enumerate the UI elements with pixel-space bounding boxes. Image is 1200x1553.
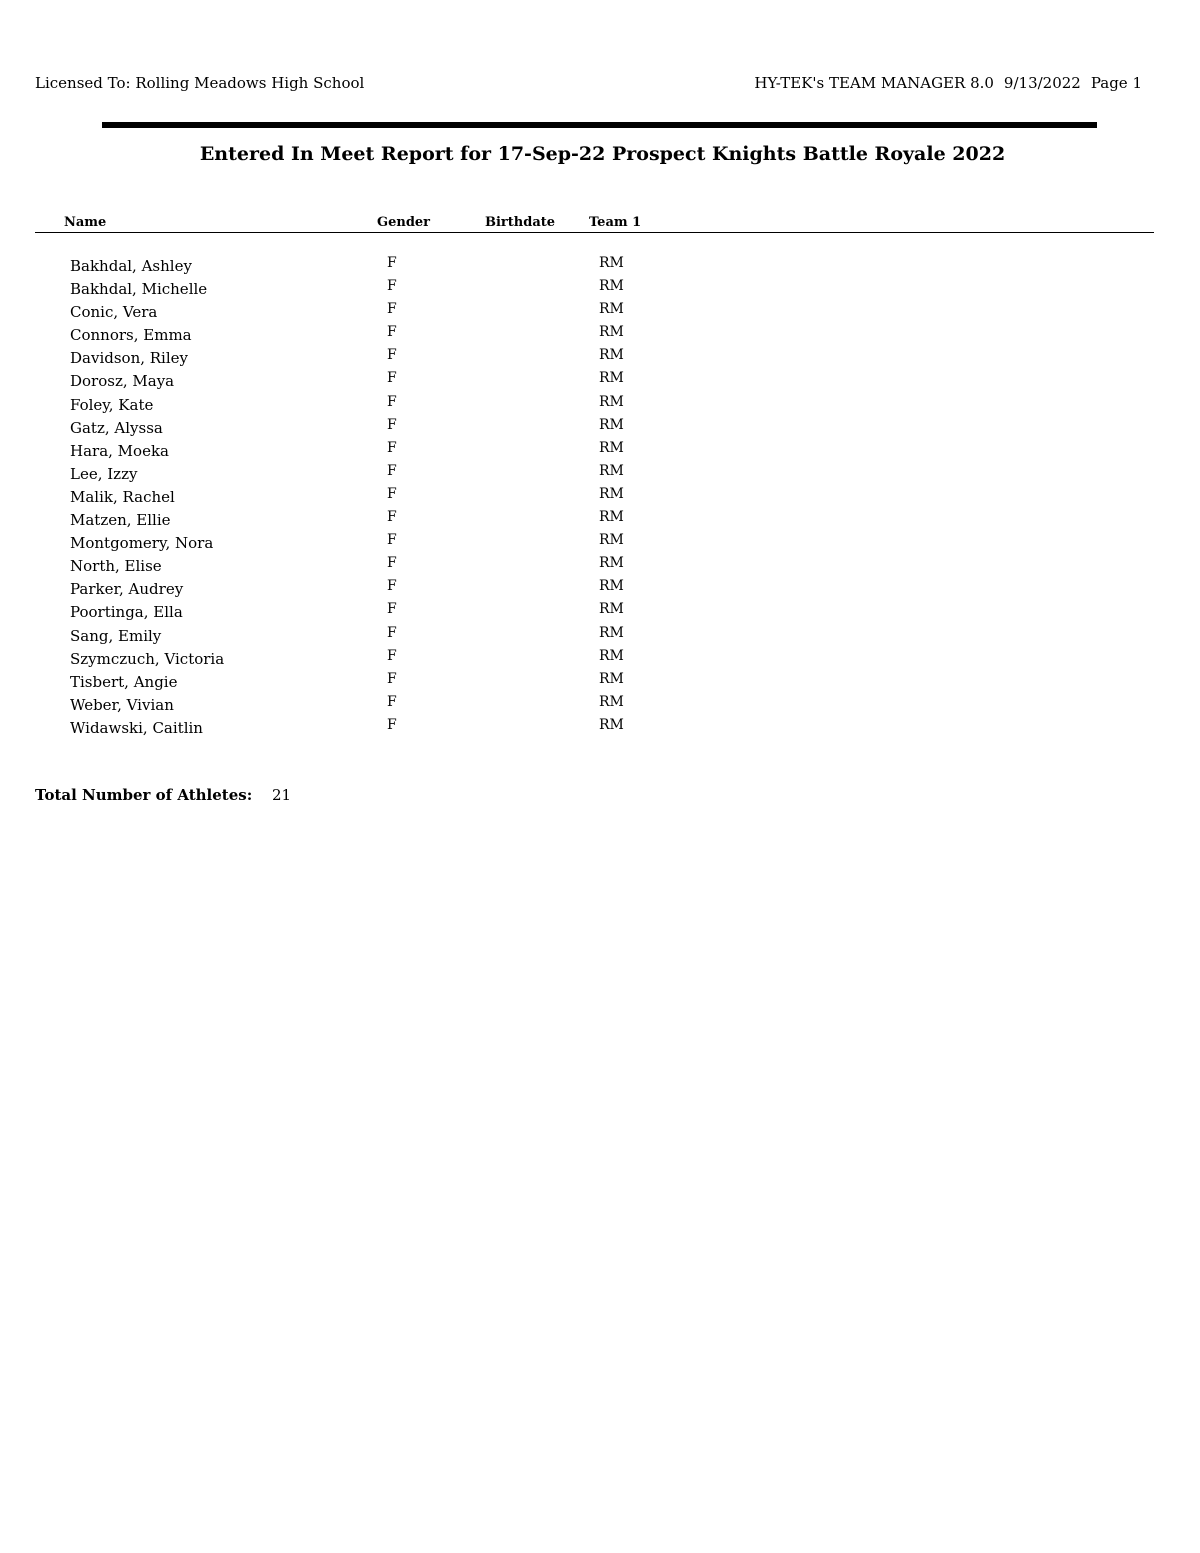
athlete-row	[0, 440, 1200, 463]
athlete-name: Conic, Vera	[70, 303, 158, 322]
athlete-name: Montgomery, Nora	[70, 534, 214, 553]
column-header-gender: Gender	[377, 215, 431, 230]
column-header-name: Name	[64, 215, 107, 230]
athlete-team: RM	[599, 393, 624, 410]
athlete-row	[0, 625, 1200, 648]
athlete-row	[0, 578, 1200, 601]
athlete-gender: F	[387, 509, 397, 526]
athlete-name: North, Elise	[70, 557, 162, 576]
athlete-row	[0, 509, 1200, 532]
athlete-team: RM	[599, 532, 624, 549]
athlete-gender: F	[387, 278, 397, 295]
athlete-gender: F	[387, 439, 397, 456]
athlete-name: Sang, Emily	[70, 626, 162, 645]
athlete-name: Parker, Audrey	[70, 580, 184, 599]
athlete-team: RM	[599, 370, 624, 387]
athlete-gender: F	[387, 370, 397, 387]
athlete-team: RM	[599, 255, 624, 271]
athlete-team: RM	[599, 301, 624, 318]
athlete-gender: F	[387, 393, 397, 410]
athlete-list	[0, 255, 1200, 740]
athlete-row	[0, 486, 1200, 509]
athlete-gender: F	[387, 578, 397, 595]
column-header-team: Team 1	[589, 215, 642, 230]
athlete-gender: F	[387, 301, 397, 318]
athlete-row	[0, 417, 1200, 440]
athlete-row	[0, 301, 1200, 324]
athlete-gender: F	[387, 347, 397, 364]
athlete-row	[0, 394, 1200, 417]
athlete-gender: F	[387, 255, 397, 271]
athlete-name: Gatz, Alyssa	[70, 418, 163, 437]
athlete-row	[0, 463, 1200, 486]
page-number: Page 1	[1090, 74, 1142, 92]
athlete-name: Foley, Kate	[70, 395, 154, 414]
athlete-team: RM	[599, 509, 624, 526]
athlete-row	[0, 347, 1200, 370]
athlete-name: Connors, Emma	[70, 326, 192, 345]
athlete-team: RM	[599, 278, 624, 295]
athlete-row	[0, 324, 1200, 347]
athlete-gender: F	[387, 416, 397, 433]
athlete-row	[0, 671, 1200, 694]
athlete-gender: F	[387, 624, 397, 641]
athlete-name: Bakhdal, Michelle	[70, 280, 208, 299]
athlete-team: RM	[599, 462, 624, 479]
athlete-team: RM	[599, 439, 624, 456]
athlete-name: Dorosz, Maya	[70, 372, 175, 391]
total-athletes-label: Total Number of Athletes:	[35, 786, 253, 804]
athlete-row	[0, 717, 1200, 740]
athlete-name: Malik, Rachel	[70, 487, 175, 506]
athlete-name: Weber, Vivian	[70, 695, 174, 714]
column-header-divider	[35, 232, 1154, 233]
athlete-gender: F	[387, 555, 397, 572]
athlete-name: Tisbert, Angie	[70, 672, 178, 691]
athlete-row	[0, 694, 1200, 717]
athlete-team: RM	[599, 716, 624, 733]
athlete-name: Widawski, Caitlin	[70, 718, 203, 737]
athlete-name: Hara, Moeka	[70, 441, 169, 460]
license-text: Licensed To: Rolling Meadows High School	[35, 74, 365, 92]
software-name: HY-TEK's TEAM MANAGER 8.0	[754, 74, 994, 92]
athlete-gender: F	[387, 532, 397, 549]
athlete-team: RM	[599, 416, 624, 433]
athlete-name: Szymczuch, Victoria	[70, 649, 225, 668]
column-header-birthdate: Birthdate	[485, 215, 556, 230]
total-athletes-value: 21	[272, 786, 292, 804]
athlete-team: RM	[599, 555, 624, 572]
report-title: Entered In Meet Report for 17-Sep-22 Prospect Knights Battle Royale 2022	[199, 143, 1006, 165]
report-date: 9/13/2022	[1003, 74, 1081, 92]
header-divider	[102, 122, 1097, 128]
athlete-team: RM	[599, 693, 624, 710]
athlete-row	[0, 555, 1200, 578]
athlete-team: RM	[599, 485, 624, 502]
athlete-row	[0, 278, 1200, 301]
athlete-name: Matzen, Ellie	[70, 511, 171, 530]
athlete-row	[0, 255, 1200, 278]
athlete-team: RM	[599, 647, 624, 664]
athlete-team: RM	[599, 578, 624, 595]
athlete-row	[0, 648, 1200, 671]
athlete-team: RM	[599, 347, 624, 364]
athlete-name: Bakhdal, Ashley	[70, 257, 192, 275]
athlete-team: RM	[599, 624, 624, 641]
athlete-team: RM	[599, 324, 624, 341]
athlete-team: RM	[599, 670, 624, 687]
athlete-name: Poortinga, Ella	[70, 603, 183, 622]
athlete-gender: F	[387, 693, 397, 710]
athlete-gender: F	[387, 324, 397, 341]
athlete-row	[0, 370, 1200, 393]
report-meta	[744, 74, 1142, 92]
athlete-team: RM	[599, 601, 624, 618]
athlete-gender: F	[387, 462, 397, 479]
athlete-row	[0, 532, 1200, 555]
athlete-gender: F	[387, 601, 397, 618]
athlete-gender: F	[387, 485, 397, 502]
athlete-name: Davidson, Riley	[70, 349, 189, 368]
athlete-name: Lee, Izzy	[70, 464, 138, 483]
athlete-gender: F	[387, 716, 397, 733]
athlete-gender: F	[387, 647, 397, 664]
athlete-gender: F	[387, 670, 397, 687]
athlete-row	[0, 601, 1200, 624]
